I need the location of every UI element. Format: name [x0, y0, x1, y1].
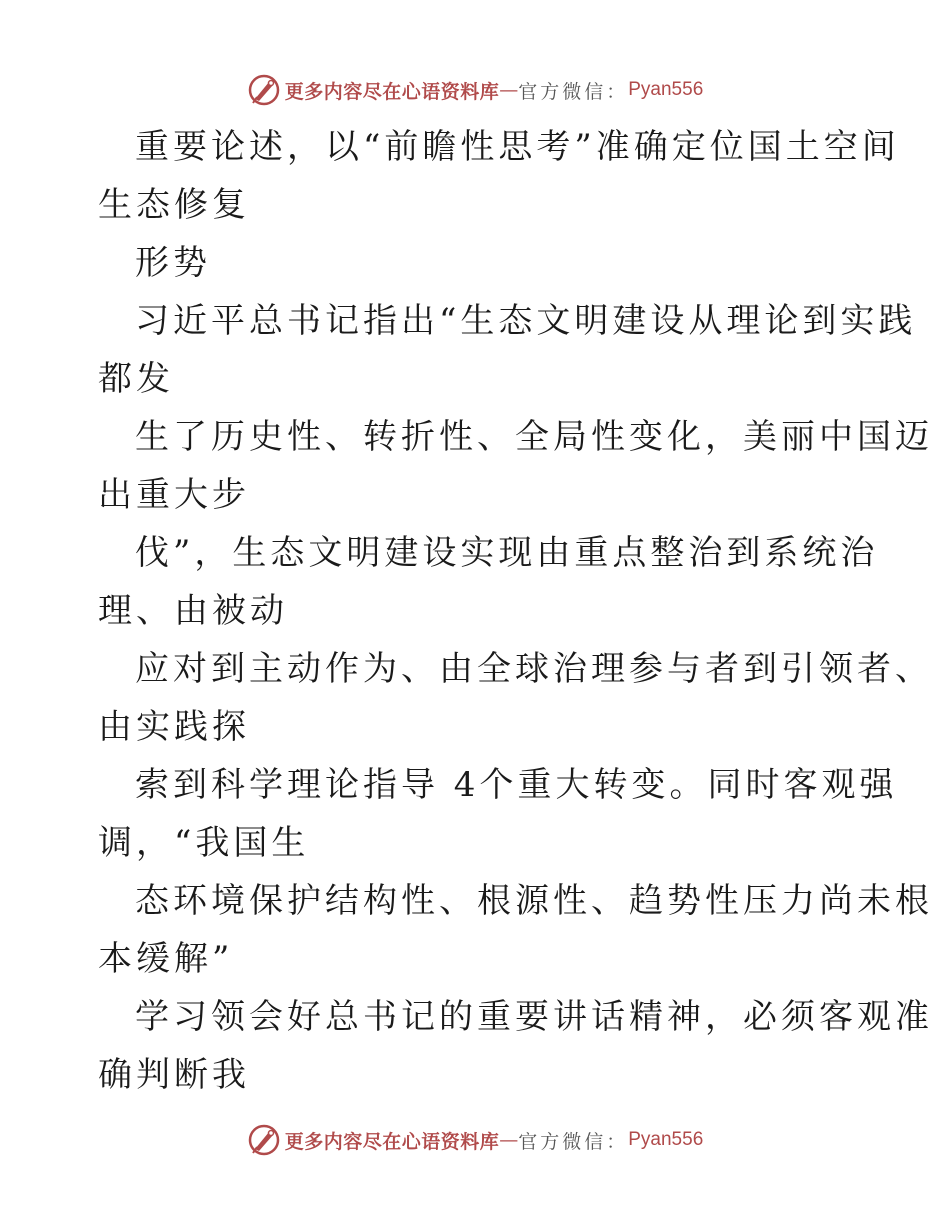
text-line: 形势	[135, 243, 211, 283]
quill-logo-icon	[247, 73, 281, 107]
text-line: 生态修复	[98, 185, 250, 225]
document-body	[98, 118, 933, 1104]
text-line: 生了历史性、转折性、全局性变化，美丽中国迈	[135, 417, 933, 457]
text-line: 习近平总书记指出“生态文明建设从理论到实践	[135, 301, 917, 341]
header-site-text: 更多内容尽在心语资料库	[284, 80, 500, 103]
text-line: 本缓解”	[98, 939, 234, 979]
header-banner	[0, 70, 950, 110]
text-line: 出重大步	[98, 475, 250, 515]
text-line: 应对到主动作为、由全球治理参与者到引领者、	[135, 649, 933, 689]
text-line: 理、由被动	[98, 591, 288, 631]
text-line: 都发	[98, 359, 174, 399]
footer-wechat-label: 官方微信：	[518, 1130, 629, 1153]
header-wechat-id: Pyan556	[628, 79, 704, 100]
text-line: 态环境保护结构性、根源性、趋势性压力尚未根	[135, 881, 933, 921]
footer-separator: —	[499, 1129, 519, 1151]
footer-site-text: 更多内容尽在心语资料库	[284, 1130, 500, 1153]
text-line: 伐”，生态文明建设实现由重点整治到系统治	[135, 533, 879, 573]
text-line: 由实践探	[98, 707, 250, 747]
text-line: 学习领会好总书记的重要讲话精神，必须客观准	[135, 997, 933, 1037]
header-separator: —	[499, 79, 519, 101]
text-line: 确判断我	[98, 1055, 250, 1095]
header-wechat-label: 官方微信：	[518, 80, 629, 103]
footer-wechat-id: Pyan556	[628, 1129, 704, 1150]
text-line: 重要论述，以“前瞻性思考”准确定位国土空间	[135, 127, 900, 167]
footer-banner	[0, 1120, 950, 1160]
quill-logo-icon	[247, 1123, 281, 1157]
text-line: 调，“我国生	[98, 823, 310, 863]
text-line: 索到科学理论指导 4个重大转变。同时客观强	[135, 765, 898, 805]
